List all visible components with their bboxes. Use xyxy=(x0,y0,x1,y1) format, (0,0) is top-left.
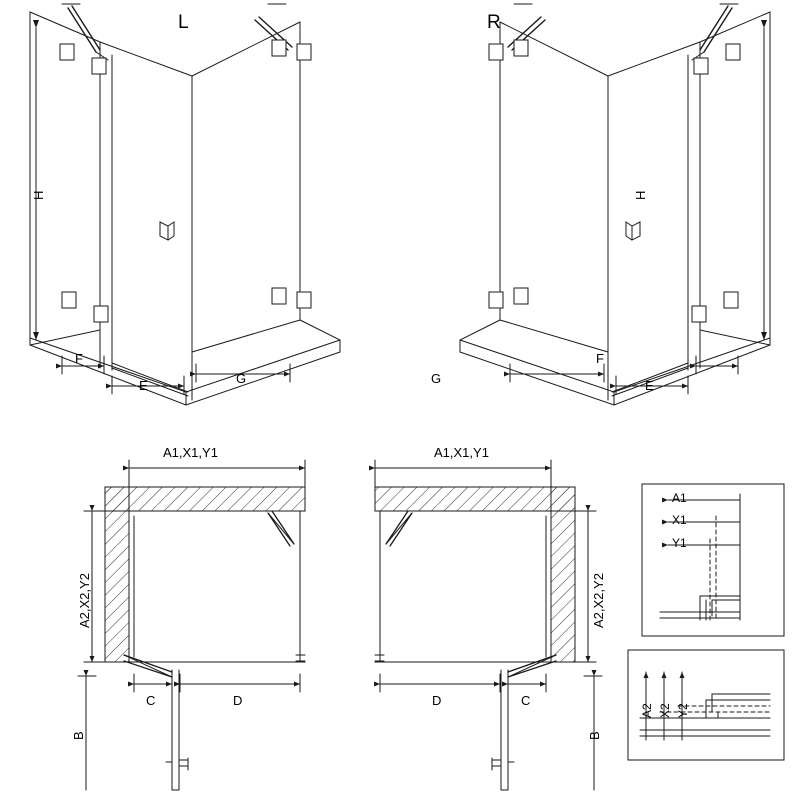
e-label-right: E xyxy=(645,378,654,393)
g-label-right: G xyxy=(431,371,442,386)
iso-right-label: R xyxy=(487,12,501,33)
plan-left-side-dim-label: A2,X2,Y2 xyxy=(77,573,92,628)
plan-right-side-dim-label: A2,X2,Y2 xyxy=(591,573,606,628)
plan-right-top-dim-label: A1,X1,Y1 xyxy=(434,445,489,460)
detail-x2-label: X2 xyxy=(658,703,672,718)
b-label-left: B xyxy=(71,731,86,740)
height-label-left: H xyxy=(31,190,46,200)
plan-view-right xyxy=(375,460,602,790)
g-label-left: G xyxy=(236,371,247,386)
height-label-right: H xyxy=(633,190,648,200)
detail-y2-label: Y2 xyxy=(676,703,690,718)
plan-view-left xyxy=(78,460,305,790)
c-label-left: C xyxy=(146,693,156,708)
d-label-left: D xyxy=(233,693,243,708)
c-label-right: C xyxy=(521,693,531,708)
detail-view-a1x1y1 xyxy=(642,484,784,636)
detail-x1-label: X1 xyxy=(672,513,687,527)
f-label-right: F xyxy=(596,351,604,366)
d-label-right: D xyxy=(432,693,442,708)
iso-view-right xyxy=(460,4,770,405)
detail-a2-label: A2 xyxy=(640,703,654,718)
plan-left-top-dim-label: A1,X1,Y1 xyxy=(163,445,218,460)
f-label-left: F xyxy=(75,351,83,366)
detail-y1-label: Y1 xyxy=(672,536,687,550)
detail-a1-label: A1 xyxy=(672,491,687,505)
e-label-left: E xyxy=(139,378,148,393)
iso-view-left xyxy=(30,4,340,405)
iso-left-label: L xyxy=(178,12,189,33)
b-label-right: B xyxy=(587,731,602,740)
